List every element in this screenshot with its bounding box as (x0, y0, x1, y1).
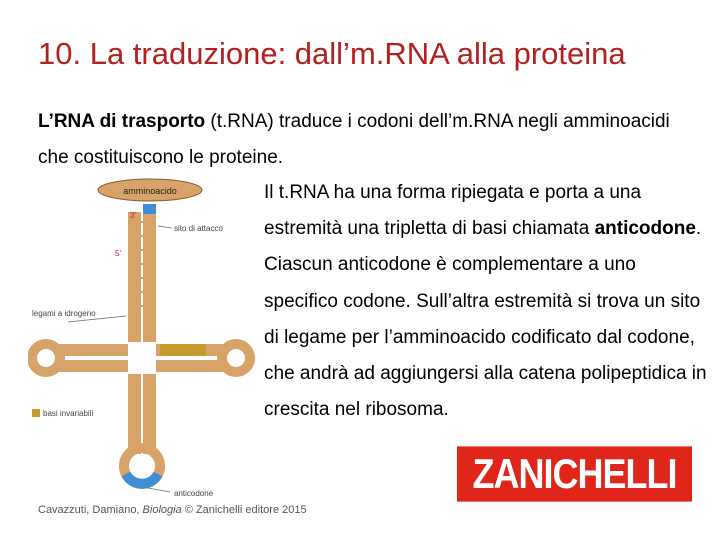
basi-label: basi invariabili (43, 409, 94, 418)
credit-authors: Cavazzuti, Damiano, (38, 504, 143, 516)
sito-pointer (158, 226, 172, 228)
credit-line (38, 504, 307, 516)
body-part2: . Ciascun anticodone è complementare a uno specifico codone. Sull’altra estremità si trova un sito di legame per l’amminoacido codificato dal codone, che andrà ad aggiungersi alla catena polipeptidica in crescita nel ribosoma. (264, 218, 707, 421)
legami-label: legami a idrogeno (32, 309, 96, 318)
five-prime-label: 5' (115, 249, 121, 258)
t-arm-bottom (156, 360, 226, 372)
cca-end (143, 204, 156, 214)
three-prime-label: 3' (130, 211, 136, 220)
t-arm-invariant (160, 344, 206, 356)
publisher-logo: ZANICHELLI (457, 446, 692, 501)
stem-bonds (141, 222, 143, 306)
sito-label: sito di attacco (174, 224, 223, 233)
body-part1: Il t.RNA ha una forma ripiegata e porta a una estremità una tripletta di basi chiamata (264, 182, 642, 240)
anticodon-stem-left (128, 374, 141, 454)
body-paragraph (264, 175, 714, 428)
acceptor-stem-left (128, 212, 141, 342)
anticodone-label: anticodone (174, 489, 214, 498)
body-bold-term: anticodone (594, 218, 696, 240)
anticodon-stem-right (143, 374, 156, 454)
intro-bold-term: L’RNA di trasporto (38, 111, 206, 132)
credit-book: Biologia (142, 504, 182, 516)
trna-cloverleaf-illustration (28, 176, 258, 506)
t-loop (222, 344, 250, 372)
credit-publisher: © Zanichelli editore 2015 (181, 504, 307, 516)
d-arm-top (58, 344, 128, 356)
intro-abbr: (t.RNA) (205, 111, 274, 132)
intro-paragraph (38, 104, 688, 176)
anticodone-pointer (148, 488, 170, 492)
acceptor-stem-right (143, 212, 156, 342)
slide-title: 10. La traduzione: dall’m.RNA alla proteina (38, 36, 626, 71)
anticodon-bases (126, 474, 158, 484)
amminoacido-label: amminoacido (123, 186, 177, 196)
d-arm-bottom (58, 360, 128, 372)
d-loop (32, 344, 60, 372)
trna-diagram (28, 176, 258, 506)
intro-rest: traduce i codoni dell’m.RNA negli amminoacidi che costituiscono le proteine. (38, 111, 670, 168)
basi-legend-swatch (32, 409, 40, 417)
